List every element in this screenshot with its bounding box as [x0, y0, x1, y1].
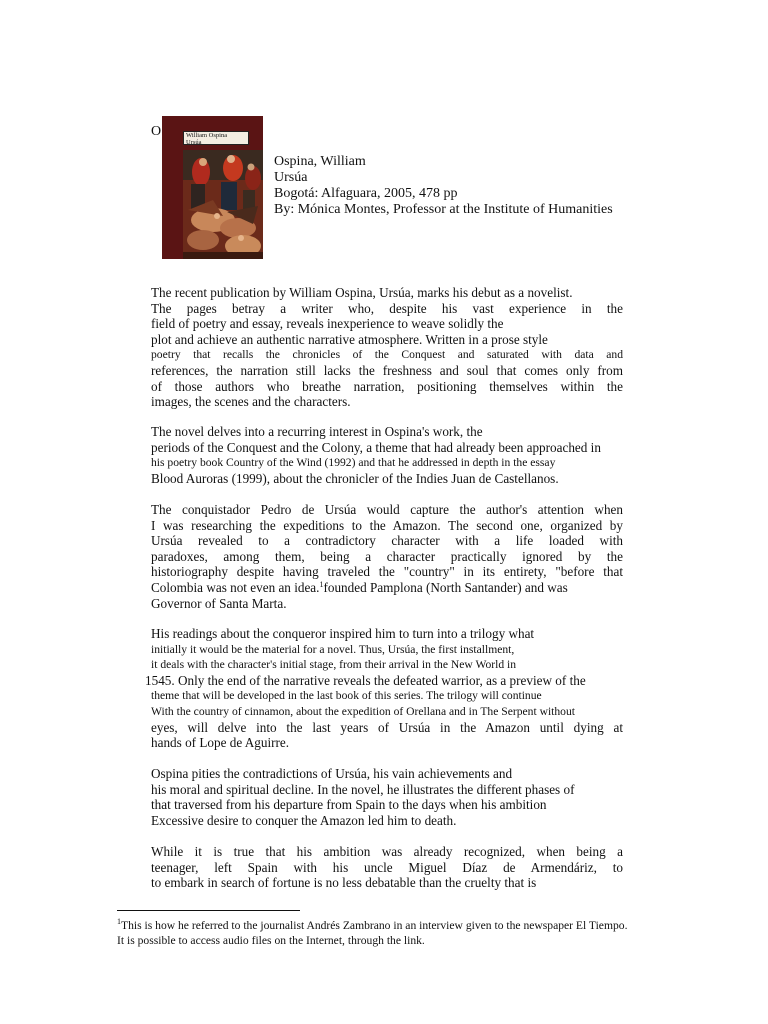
paragraph-line: his moral and spiritual decline. In the novel, he illustrates the different phases of — [151, 781, 575, 797]
paragraph-line: The pages betray a writer who, despite his vast experience in the — [151, 300, 623, 316]
paragraph-line: theme that will be developed in the last book of this series. The trilogy will continue — [151, 689, 542, 703]
paragraph-line: images, the scenes and the characters. — [151, 394, 351, 410]
paragraph-3 — [151, 502, 623, 611]
paragraph-line: Blood Auroras (1999), about the chronicler of the Indies Juan de Castellanos. — [151, 470, 559, 486]
line-text: Colombia was not even an idea. — [151, 579, 320, 595]
paragraph-line: His readings about the conqueror inspired him to turn into a trilogy what — [151, 626, 535, 641]
stray-mark: O — [151, 124, 162, 139]
paragraph-2 — [151, 424, 623, 486]
paragraph-line: it deals with the character's initial stage, from their arrival in the New World in — [151, 658, 517, 672]
paragraph-line: Ursúa revealed to a contradictory character with a life loaded with — [151, 533, 623, 549]
reference-reviewer: By: Mónica Montes, Professor at the Institute of Humanities — [274, 202, 613, 217]
paragraph-line: field of poetry and essay, reveals inexperience to weave solidly the — [151, 316, 504, 332]
paragraph-line: The conquistador Pedro de Ursúa would capture the author's attention when — [151, 502, 623, 517]
paragraph-line: poetry that recalls the chronicles of the Conquest and saturated with data and — [151, 348, 623, 362]
paragraph-line: 1545. Only the end of the narrative reveals the defeated warrior, as a preview of the — [145, 672, 586, 688]
footnote — [117, 918, 677, 948]
paragraph-line: While it is true that his ambition was already recognized, when being a — [151, 844, 623, 859]
cover-author: William Ospina — [186, 132, 228, 139]
footnote-line: It is possible to access audio files on the Internet, through the link. — [117, 934, 425, 947]
footnote-marker: 1 — [117, 917, 121, 926]
paragraph-line: periods of the Conquest and the Colony, a theme that had already been approached in — [151, 439, 601, 455]
paragraph-line: of those authors who breathe narration, positioning themselves within the — [151, 378, 623, 394]
reference-author: Ospina, William — [274, 154, 366, 169]
book-cover-image — [162, 116, 263, 259]
paragraph-line: eyes, will delve into the last years of Ursúa in the Amazon until dying at — [151, 719, 623, 735]
paragraph-line: that traversed from his departure from Spain to the days when his ambition — [151, 797, 547, 813]
paragraph-line: paradoxes, among them, being a character practically ignored by the — [151, 548, 623, 564]
paragraph-line: I was researching the expeditions to the Amazon. The second one, organized by — [151, 517, 623, 533]
paragraph-line: to embark in search of fortune is no less debatable than the cruelty that is — [151, 875, 537, 891]
paragraph-5 — [151, 766, 623, 828]
line-text: founded Pamplona (North Santander) and was — [323, 579, 568, 595]
book-reference — [274, 154, 613, 218]
paragraph-line: Ospina pities the contradictions of Ursúa, his vain achievements and — [151, 766, 513, 781]
footnote-divider — [117, 910, 300, 911]
paragraph-line: historiography despite having traveled the "country" in its entirety, "before that — [151, 564, 623, 580]
reference-title: Ursúa — [274, 170, 308, 185]
paragraph-line: teenager, left Spain with his uncle Miguel Díaz de Armendáriz, to — [151, 859, 623, 875]
paragraph-line: hands of Lope de Aguirre. — [151, 735, 290, 751]
paragraph-line: his poetry book Country of the Wind (1992) and that he addressed in depth in the essay — [151, 456, 556, 470]
paragraph-line: references, the narration still lacks the freshness and soul that comes only from — [151, 362, 623, 378]
paragraph-line: Excessive desire to conquer the Amazon led him to death. — [151, 812, 457, 828]
reference-publication: Bogotá: Alfaguara, 2005, 478 pp — [274, 186, 458, 201]
paragraph-line: The novel delves into a recurring interest in Ospina's work, the — [151, 424, 483, 439]
paragraph-line: Governor of Santa Marta. — [151, 595, 287, 611]
paragraph-line: The recent publication by William Ospina, Ursúa, marks his debut as a novelist. — [151, 285, 573, 300]
paragraph-line — [151, 580, 623, 596]
cover-painting — [183, 150, 263, 259]
cover-title: Ursúa — [186, 138, 202, 146]
footnote-text: This is how he referred to the journalist Andrés Zambrano in an interview given to the newspaper El Tiempo. — [121, 919, 628, 932]
paragraph-6 — [151, 844, 623, 891]
footnote-line — [117, 918, 677, 933]
footnote-ref-marker: 1 — [319, 579, 324, 589]
cover-label — [183, 131, 249, 145]
paragraph-line: plot and achieve an authentic narrative atmosphere. Written in a prose style — [151, 331, 548, 347]
paragraph-4 — [145, 626, 623, 751]
paragraph-1 — [151, 285, 623, 410]
paragraph-line: initially it would be the material for a novel. Thus, Ursúa, the first installment, — [151, 642, 515, 656]
paragraph-line: With the country of cinnamon, about the expedition of Orellana and in The Serpent without — [151, 704, 575, 718]
